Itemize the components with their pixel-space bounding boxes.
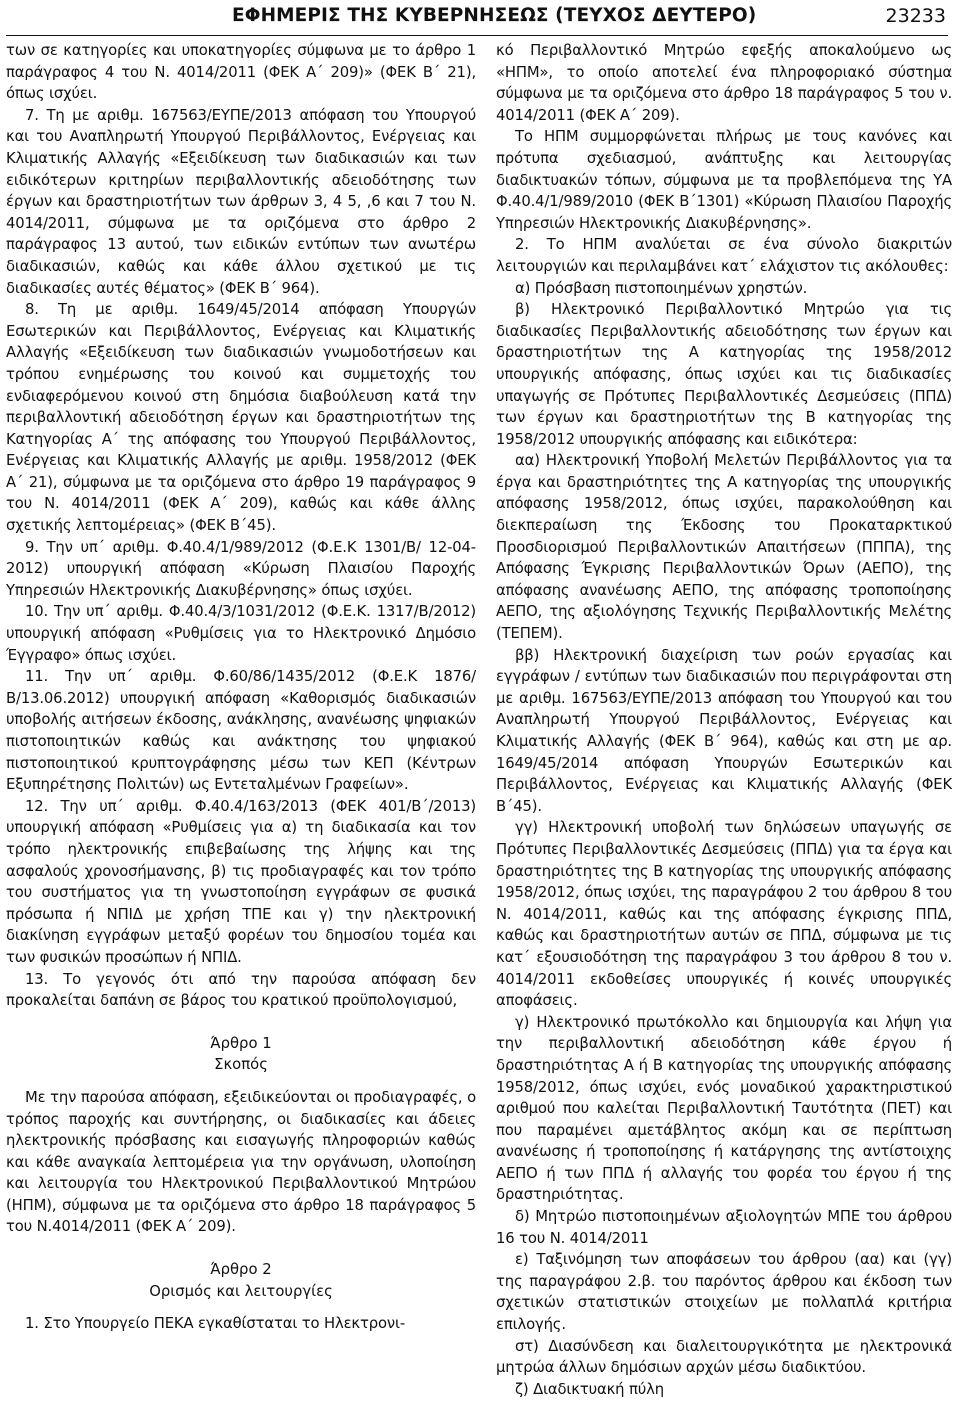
item-z: ζ) Διαδικτυακή πύλη [515, 1380, 664, 1398]
item-d: δ) Μητρώο πιστοποιημένων αξιολογητών ΜΠΕ του άρθρου 16 του Ν. 4014/2011 [496, 1208, 952, 1247]
item-bb: ββ) Ηλεκτρονική διαχείριση των ροών εργασίας και εγγράφων / εντύπων των διαδικασιών που περιγράφονται στη με αριθμ. 167563/ΕΥΠΕ/2013 απόφαση του Υπουργού και του Αναπληρωτή Υπουργού Περιβάλλοντος, Ενέργειας και Κλιματικής Αλλαγής (ΦΕΚ Β΄ 964), καθώς και στη με αρ. 1649/45/2014 απόφαση Υπουργών Εσωτερικών και Περιβάλλοντος, Ενέργειας και Κλιματικής Αλλαγής (ΦΕΚ Β΄45). [496, 646, 952, 815]
paragraph-8: 8. Τη με αριθμ. 1649/45/2014 απόφαση Υπουργών Εσωτερικών και Περιβάλλοντος, Ενέργειας και Κλιματικής Αλλαγής «Εξειδίκευση των διαδικασιών γνωμοδοτήσεων και τρόπου ενημέρωσης του κοινού και συμμετοχής του ενδιαφερόμενου κοινού στη δημόσια διαβούλευση κατά την περιβαλλοντική αδειοδότηση έργων και δραστηριοτήτων της Κατηγορίας Α΄ της απόφασης του Υπουργού Περιβάλλοντος, Ενέργειας και Κλιματικής Αλλαγής με αριθμ. 1958/2012 (ΦΕΚ Α΄ 21), σύμφωνα με τα οριζόμενα στο άρθρο 19 παράγραφος 9 του Ν. 4014/2011 (ΦΕΚ Α΄ 209), καθώς και κάθε άλλης σχετικής λεπτομέρειας» (ΦΕΚ Β΄45). [6, 301, 476, 535]
item-e: ε) Ταξινόμηση των αποφάσεων του άρθρου (αα) και (γγ) της παραγράφου 2.β. του παρόντος άρθρου και έκδοση των σχετικών στατιστικών στοιχείων με πολλαπλά κριτήρια επιλογής. [496, 1251, 952, 1334]
article-1-text: Με την παρούσα απόφαση, εξειδικεύονται οι προδιαγραφές, ο τρόπος παροχής και συντήρησης, οι διαδικασίες και άδειες ηλεκτρονικής πρόσβασης και εισαγωγής πληροφοριών καθώς και κάθε αναγκαία λεπτομέρεια για την οργάνωση, υλοποίηση και λειτουργία του Ηλεκτρονικού Περιβαλλοντικού Μητρώου (ΗΠΜ), σύμφωνα με τα οριζόμενα στο άρθρο 18 παράγραφος 5 του Ν.4014/2011 (ΦΕΚ Α΄ 209). [6, 1088, 476, 1236]
item-gg: γγ) Ηλεκτρονική υποβολή των δηλώσεων υπαγωγής σε Πρότυπες Περιβαλλοντικές Δεσμεύσεις (ΠΠΔ) για τα έργα και δραστηριότητες της Β κατηγορίας της υπουργικής απόφασης 1958/2012, όπως ισχύει, της παραγράφου 2 του άρθρου 8 του Ν. 4014/2011, καθώς και της απόφασης έγκρισης ΠΠΔ, καθώς και δραστηριοτήτων αυτών σε ΠΠΔ, σύμφωνα με τις κατ΄ εξουσιοδότηση της παραγράφου 3 του άρθρου 8 του ν. 4014/2011 εκδοθείσες υπουργικές ή κοινές υπουργικές αποφάσεις. [496, 819, 952, 1010]
paragraph-9: 9. Την υπ΄ αριθμ. Φ.40.4/1/989/2012 (Φ.Ε.Κ 1301/Β/ 12-04-2012) υπουργική απόφαση «Κύρωση Πλαισίου Παροχής Υπηρεσιών Ηλεκτρονικής Διακυβέρνησης» όπως ισχύει. [6, 538, 476, 599]
item-a: α) Πρόσβαση πιστοποιημένων χρηστών. [515, 279, 808, 297]
item-g: γ) Ηλεκτρονικό πρωτόκολλο και δημιουργία και λήψη για την περιβαλλοντική αδειοδότηση κάθε έργου ή δραστηριότητας Α ή Β κατηγορίας της υπουργικής απόφασης 1958/2012, όπως ισχύει, ενός μοναδικού χαρακτηριστικού αριθμού που καλείται Περιβαλλοντική Ταυτότητα (ΠΕΤ) και που παραμένει αμετάβλητος ακόμη και σε περίπτωση ανανέωσης ή τροποποίησης ή κατάργησης της αντίστοιχης ΑΕΠΟ ή των ΠΠΔ ή αλλαγής του φορέα του έργου ή της δραστηριότητας. [496, 1013, 952, 1204]
paragraph-10: 10. Την υπ΄ αριθμ. Φ.40.4/3/1031/2012 (Φ.Ε.Κ. 1317/Β/2012) υπουργική απόφαση «Ρυθμίσεις για το Ηλεκτρονικό Δημόσιο Έγγραφο» όπως ισχύει. [6, 603, 476, 664]
paragraph-11: 11. Την υπ΄ αριθμ. Φ.60/86/1435/2012 (Φ.Ε.Κ 1876/Β/13.06.2012) υπουργική απόφαση «Καθορισμός διαδικασιών υποβολής αιτήσεων έκδοσης, ανάκλησης, ανανέωσης ψηφιακών πιστοποιητικών καθώς και ανάκτησης του ψηφιακού πιστοποιητικού κρυπτογράφησης μέσω των ΚΕΠ (Κέντρων Εξυπηρέτησης Πολιτών) ως Εντεταλμένων Γραφείων». [6, 668, 476, 794]
right-column [496, 40, 952, 1422]
paragraph-12: 12. Την υπ΄ αριθμ. Φ.40.4/163/2013 (ΦΕΚ 401/Β΄/2013) υπουργική απόφαση «Ρυθμίσεις για α) τη διαδικασία και τον τρόπο ηλεκτρονικής επιβεβαίωσης της λήψης και της ασφαλούς χρονοσήμανσης, β) τις προδιαγραφές και τον τρόπο του συστήματος για τη γνωστοποίηση εγγράφων σε φυσικά πρόσωπα ή ΝΠΙΔ με χρήση ΤΠΕ και γ) την ηλεκτρονική διακίνηση εγγράφων μεταξύ φορέων του δημοσίου τομέα και των φυσικών προσώπων ή ΝΠΙΔ. [6, 797, 476, 966]
left-column [6, 40, 476, 1422]
page-header [0, 0, 960, 34]
paragraph-continuation-right: κό Περιβαλλοντικό Μητρώο εφεξής αποκαλούμενο ως «ΗΠΜ», το οποίο αποτελεί ένα πληροφοριακό σύστημα σύμφωνα με τα οριζόμενα στο άρθρο 18 παράγραφος 5 του ν. 4014/2011 (ΦΕΚ Α΄ 209). [496, 42, 952, 124]
gazette-title: ΕΦΗΜΕΡΙΣ ΤΗΣ ΚΥΒΕΡΝΗΣΕΩΣ (ΤΕΥΧΟΣ ΔΕΥΤΕΡΟ) [232, 5, 757, 26]
page-number: 23233 [885, 5, 946, 27]
paragraph-hpm-compliance: Το ΗΠΜ συμμορφώνεται πλήρως με τους κανόνες και πρότυπα σχεδιασμού, ανάπτυξης και λειτουργίας διαδικτυακών τόπων, σύμφωνα με τα προβλεπόμενα της ΥΑ Φ.40.4/1/989/2010 (ΦΕΚ Β΄1301) «Κύρωση Πλαισίου Παροχής Υπηρεσιών Ηλεκτρονικής Διακυβέρνησης». [496, 128, 952, 232]
article-2-first-line: 1. Στο Υπουργείο ΠΕΚΑ εγκαθίσταται το Ηλεκτρονι- [25, 1315, 406, 1333]
header-divider [6, 35, 948, 36]
paragraph-continuation: των σε κατηγορίες και υποκατηγορίες σύμφωνα με το άρθρο 1 παράγραφος 4 του Ν. 4014/2011 (ΦΕΚ Α΄ 209)» (ΦΕΚ Β΄ 21), όπως ισχύει. [6, 42, 476, 103]
paragraph-7: 7. Τη με αριθμ. 167563/ΕΥΠΕ/2013 απόφαση του Υπουργού και του Αναπληρωτή Υπουργού Περιβάλλοντος, Ενέργειας και Κλιματικής Αλλαγής «Εξειδίκευση των διαδικασιών και των ειδικότερων κριτηρίων περιβαλλοντικής αδειοδότησης των έργων και δραστηριοτήτων των άρθρων 3, 4 5, ,6 και 7 του Ν. 4014/2011, σύμφωνα με τα οριζόμενα στο άρθρο 2 παράγραφος 13 αυτού, των ειδικών εντύπων των ανωτέρω διαδικασιών, καθώς και κάθε άλλου σχετικού με τις διαδικασίες αυτές θέματος» (ΦΕΚ Β΄ 964). [6, 106, 476, 297]
article-2-title: Ορισμός και λειτουργίες [149, 1282, 333, 1300]
article-1-heading: Άρθρο 1 [210, 1034, 272, 1052]
item-b: β) Ηλεκτρονικό Περιβαλλοντικό Μητρώο για τις διαδικασίες Περιβαλλοντικής αδειοδότησης των έργων και δραστηριοτήτων της Α κατηγορίας της 1958/2012 υπουργικής απόφασης, όπως ισχύει και τις διαδικασίες υπαγωγής σε Πρότυπες Περιβαλλοντικές Δεσμεύσεις (ΠΠΔ) των έργων και δραστηριοτήτων της Β κατηγορίας της 1958/2012 υπουργικής απόφασης και ειδικότερα: [496, 301, 952, 448]
paragraph-13: 13. Το γεγονός ότι από την παρούσα απόφαση δεν προκαλείται δαπάνη σε βάρος του κρατικού προϋπολογισμού, [6, 970, 476, 1010]
paragraph-2: 2. Το ΗΠΜ αναλύεται σε ένα σύνολο διακριτών λειτουργιών και περιλαμβάνει κατ΄ ελάχιστον τις ακόλουθες: [496, 236, 952, 275]
article-2-heading: Άρθρο 2 [210, 1261, 272, 1279]
item-st: στ) Διασύνδεση και διαλειτουργικότητα με ηλεκτρονικά μητρώα άλλων δημόσιων αρχών μέσω διαδικτύου. [496, 1337, 952, 1377]
item-aa: αα) Ηλεκτρονική Υποβολή Μελετών Περιβάλλοντος για τα έργα και δραστηριότητες της Α κατηγορίας της υπουργικής απόφασης 1958/2012, όπως ισχύει, παρακολούθηση και διεκπεραίωση της Έκδοσης του Προκαταρκτικού Προσδιορισμού Περιβαλλοντικών Απαιτήσεων (ΠΠΠΑ), της Απόφασης Έγκρισης Περιβαλλοντικών Όρων (ΑΕΠΟ), της απόφασης ανανέωσης ΑΕΠΟ, της απόφασης τροποποίησης ΑΕΠΟ, της αξιολόγησης Τεχνικής Περιβαλλοντικής Μελέτης (ΤΕΠΕΜ). [496, 452, 952, 643]
article-1-title: Σκοπός [214, 1056, 268, 1074]
